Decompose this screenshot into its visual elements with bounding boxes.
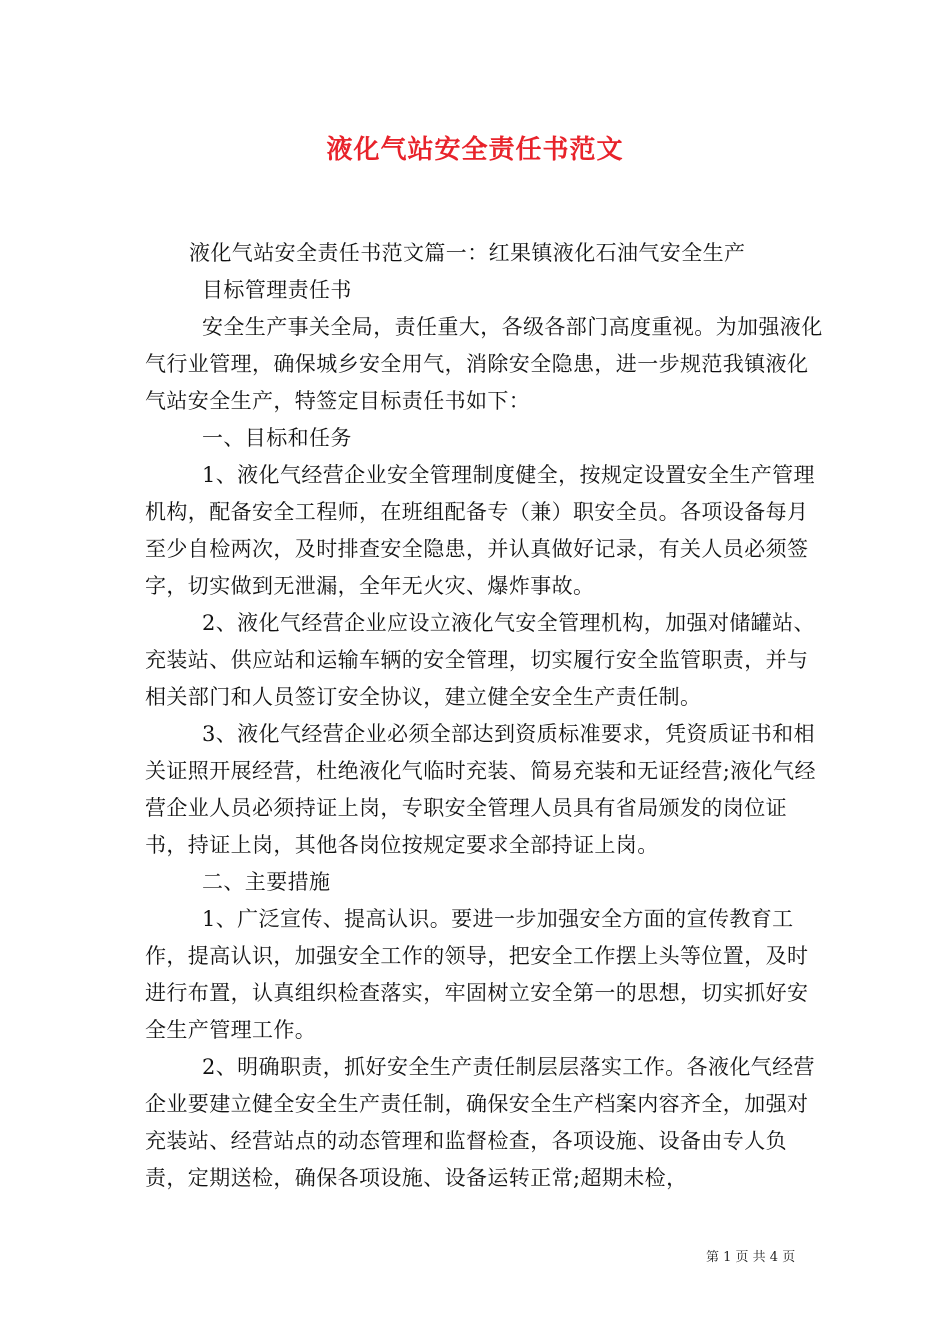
measure-item-1: 1、广泛宣传、提高认识。要进一步加强安全方面的宣传教育工作，提高认识，加强安全工作的领导，把安全工作摆上头等位置，及时进行布置，认真组织检查落实，牢固树立安全第一的思想，切实抓好安全生产管理工作。	[145, 907, 809, 1042]
subtitle-line-1: 液化气站安全责任书范文篇一：红果镇液化石油气安全生产	[189, 241, 746, 265]
goal-item-2: 2、液化气经营企业应设立液化气安全管理机构，加强对储罐站、充装站、供应站和运输车辆的安全管理，切实履行安全监管职责，并与相关部门和人员签订安全协议，建立健全安全生产责任制。	[145, 611, 815, 709]
goal-item-3: 3、液化气经营企业必须全部达到资质标准要求，凭资质证书和相关证照开展经营，杜绝液化气临时充装、简易充装和无证经营;液化气经营企业人员必须持证上岗，专职安全管理人员具有省局颁发的岗位证书，持证上岗，其他各岗位按规定要求全部持证上岗。	[145, 722, 816, 857]
document-title: 液化气站安全责任书范文	[326, 135, 624, 165]
section-heading-goals: 一、目标和任务	[202, 426, 352, 450]
measure-item-2: 2、明确职责，抓好安全生产责任制层层落实工作。各液化气经营企业要建立健全安全生产责任制，确保安全生产档案内容齐全，加强对充装站、经营站点的动态管理和监督检查，各项设施、设备由专人负责，定期送检，确保各项设施、设备运转正常;超期未检，	[145, 1055, 815, 1190]
document-body	[145, 235, 825, 1197]
intro-paragraph: 安全生产事关全局，责任重大，各级各部门高度重视。为加强液化气行业管理，确保城乡安全用气，消除安全隐患，进一步规范我镇液化气站安全生产，特签定目标责任书如下：	[145, 315, 823, 413]
section-heading-measures: 二、主要措施	[202, 870, 331, 894]
subtitle-line-2: 目标管理责任书	[202, 278, 352, 302]
page-number: 第 1 页 共 4 页	[706, 1250, 796, 1265]
goal-item-1: 1、液化气经营企业安全管理制度健全，按规定设置安全生产管理机构，配备安全工程师，在班组配备专（兼）职安全员。各项设备每月至少自检两次，及时排查安全隐患，并认真做好记录，有关人员必须签字，切实做到无泄漏，全年无火灾、爆炸事故。	[145, 463, 815, 598]
